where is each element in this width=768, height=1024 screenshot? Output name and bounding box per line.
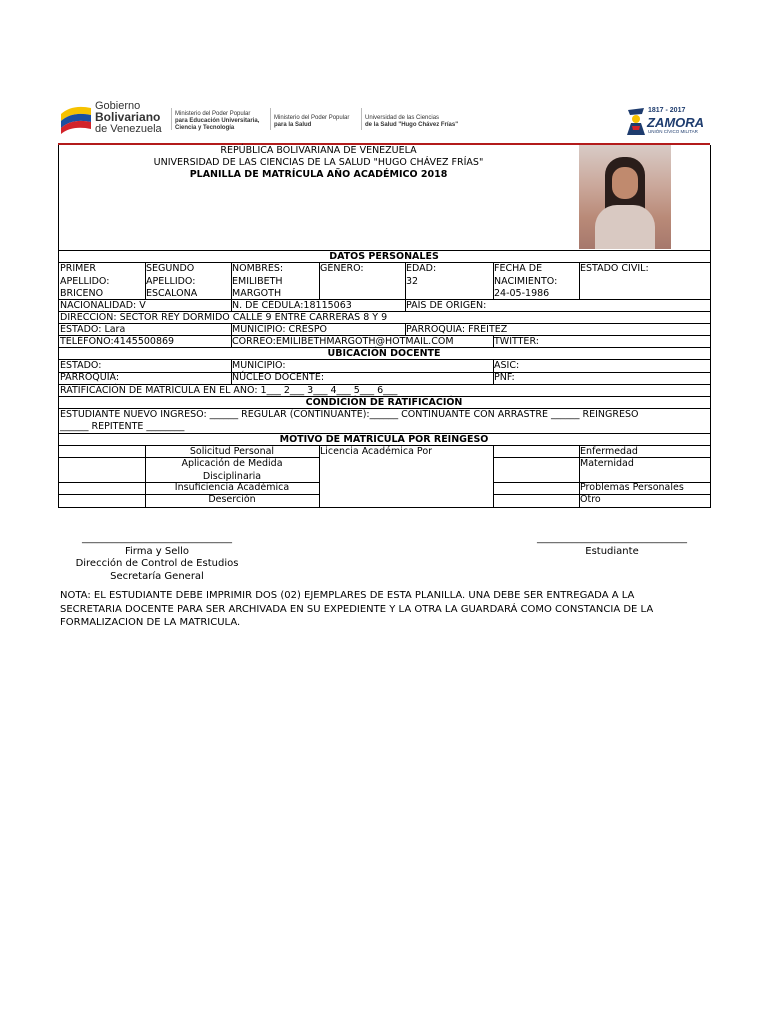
edad-label: EDAD:	[406, 263, 437, 274]
parroquia-field: PARROQUIA: FREITEZ	[406, 324, 508, 335]
motivo-desercion: Deserción	[208, 494, 256, 505]
section-condicion-ratificacion: CONDICIÓN DE RATIFICACIÓN	[305, 397, 463, 408]
cedula-field: N. DE CÉDULA:18115063	[232, 300, 352, 311]
condicion-line2: ______ REPITENTE ________	[60, 421, 185, 432]
motivo-enfermedad: Enfermedad	[580, 446, 638, 457]
direccion-field: DIRECCIÓN: SECTOR REY DORMIDO CALLE 9 ENTRE CARRERAS 8 Y 9	[60, 312, 388, 323]
municipio-field: MUNICIPIO: CRESPO	[232, 324, 328, 335]
student-photo	[579, 145, 671, 249]
firma-label: Dirección de Control de Estudios	[75, 558, 239, 569]
edad-value: 32	[406, 275, 419, 287]
ubicacion-estado: ESTADO:	[60, 360, 102, 371]
min1-line2: para Educación Universitaria,	[175, 118, 260, 124]
label-line: APELLIDO:	[60, 275, 110, 287]
motivo-aplicacion-medida	[145, 458, 319, 483]
primer-apellido-label	[60, 263, 109, 301]
estado-civil-label: ESTADO CIVIL:	[580, 263, 649, 274]
title-planilla: PLANILLA DE MATRÍCULA AÑO ACADÉMICO 2018	[189, 169, 448, 180]
min2-line2: para la Salud	[274, 122, 312, 128]
signature-line: ______________________________	[82, 533, 232, 544]
nombres-value: EMILIBETH	[232, 275, 283, 287]
label-line: APELLIDO:	[146, 275, 196, 287]
estado-field: ESTADO: Lara	[60, 324, 126, 335]
nombres-field	[232, 263, 283, 301]
nota-line: SECRETARIA DOCENTE PARA SER ARCHIVADA EN SU EXPEDIENTE Y LA OTRA LA GUARDARÁ COMO CONSTANCIA DE LA	[60, 603, 654, 615]
ubicacion-asic: ASIC:	[494, 360, 520, 371]
gobierno-line2: Bolivariano	[95, 110, 161, 124]
condicion-line1: ESTUDIANTE NUEVO INGRESO: ______ REGULAR (CONTINUANTE):______ CONTINUANTE CON ARRASTRE ______ REINGRESO	[60, 409, 639, 420]
zamora-years: 1817 - 2017	[648, 107, 686, 114]
telefono-field: TELÉFONO:4145500869	[60, 336, 175, 347]
table-rule	[493, 445, 494, 507]
primer-apellido-value: BRICENO	[60, 288, 104, 299]
pais-origen-field: PAÍS DE ORIGEN:	[406, 300, 487, 311]
universidad-logo-text	[365, 115, 458, 129]
nombres-value: MARGOTH	[232, 288, 282, 299]
section-ubicacion-docente: UBICACIÓN DOCENTE	[327, 348, 441, 359]
estudiante-firma-block	[512, 533, 712, 558]
divider	[171, 108, 172, 130]
label-line: PRIMER	[60, 263, 96, 274]
motivo-licencia-academica: Licencia Académica Por	[320, 446, 433, 457]
nota-line: NOTA: EL ESTUDIANTE DEBE IMPRIMIR DOS (02) EJEMPLARES DE ESTA PLANILLA. UNA DEBE SER ENTREGADA A LA	[60, 590, 635, 601]
ratificacion-anio: RATIFICACIÓN DE MATRÍCULA EN EL AÑO: 1___ 2___ 3___ 4___ 5___ 6___	[60, 385, 398, 396]
motivo-solicitud-personal: Solicitud Personal	[189, 446, 275, 457]
divider	[270, 108, 271, 130]
signature-line: ______________________________	[537, 533, 687, 544]
genero-label: GÉNERO:	[320, 263, 364, 274]
ubicacion-municipio: MUNICIPIO:	[232, 360, 286, 371]
table-rule	[58, 372, 711, 373]
nota-line: FORMALIZACION DE LA MATRICULA.	[60, 617, 241, 628]
min1-line3: Ciencia y Tecnología	[175, 125, 235, 131]
nota-block	[60, 589, 653, 630]
nacionalidad-field: NACIONALIDAD: V	[60, 300, 146, 311]
table-rule	[58, 145, 59, 508]
zamora-name: ZAMORA	[647, 115, 705, 130]
univ-line2: de la Salud "Hugo Chávez Frías"	[365, 122, 459, 128]
section-motivo-reingreso: MOTIVO DE MATRÍCULA POR REINGESO	[279, 434, 489, 445]
fecha-nacimiento-value: 24-05-1986	[494, 288, 550, 299]
min2-line1: Ministerio del Poder Popular	[274, 115, 350, 121]
motivo-maternidad: Maternidad	[580, 458, 634, 469]
twitter-field: TWITTER:	[494, 336, 539, 347]
nombres-label: NOMBRES:	[232, 263, 284, 274]
firma-label: Firma y Sello	[124, 545, 190, 557]
ubicacion-parroquia: PARROQUIA:	[60, 372, 120, 383]
firma-label: Secretaría General	[110, 570, 204, 582]
ubicacion-pnf: PNF:	[494, 372, 515, 383]
label-line: Disciplinaria	[202, 470, 262, 482]
table-rule	[58, 507, 711, 508]
gobierno-line3: de Venezuela	[95, 123, 162, 135]
firma-label: Estudiante	[585, 545, 639, 557]
title-republica: REPÚBLICA BOLIVARIANA DE VENEZUELA	[220, 145, 417, 156]
header-banner	[58, 96, 710, 146]
motivo-insuficiencia: Insuficiencia Académica	[174, 482, 290, 493]
min1-line1: Ministerio del Poder Popular	[175, 111, 251, 117]
title-universidad: UNIVERSIDAD DE LAS CIENCIAS DE LA SALUD "HUGO CHÁVEZ FRÍAS"	[153, 157, 484, 168]
label-line: Aplicación de Medida	[181, 458, 283, 469]
label-line: FECHA DE	[494, 263, 543, 274]
ministerio-salud	[274, 115, 349, 129]
zamora-sub: UNIÓN CÍVICO MILITAR	[648, 129, 698, 134]
divider	[361, 108, 362, 130]
gobierno-line1: Gobierno	[95, 100, 141, 112]
fecha-nacimiento-field	[494, 263, 557, 301]
motivo-otro: Otro	[580, 494, 601, 505]
table-rule	[710, 145, 711, 508]
ministerio-educacion	[175, 111, 259, 132]
label-line: NACIMIENTO:	[494, 275, 558, 287]
zamora-figure-icon	[624, 106, 648, 136]
univ-line1: Universidad de las Ciencias	[365, 115, 440, 121]
label-line: SEGUNDO	[146, 263, 195, 274]
firma-sello-block	[57, 533, 257, 583]
segundo-apellido-label	[146, 263, 197, 301]
section-datos-personales: DATOS PERSONALES	[329, 251, 439, 262]
motivo-problemas-personales: Problemas Personales	[580, 482, 684, 493]
edad-field	[406, 263, 436, 288]
venezuela-flag-icon	[58, 102, 94, 134]
ubicacion-nucleo: NÚCLEO DOCENTE:	[232, 372, 325, 383]
segundo-apellido-value: ESCALONA	[146, 288, 198, 299]
correo-field: CORREO:EMILIBETHMARGOTH@HOTMAIL.COM	[232, 336, 454, 347]
